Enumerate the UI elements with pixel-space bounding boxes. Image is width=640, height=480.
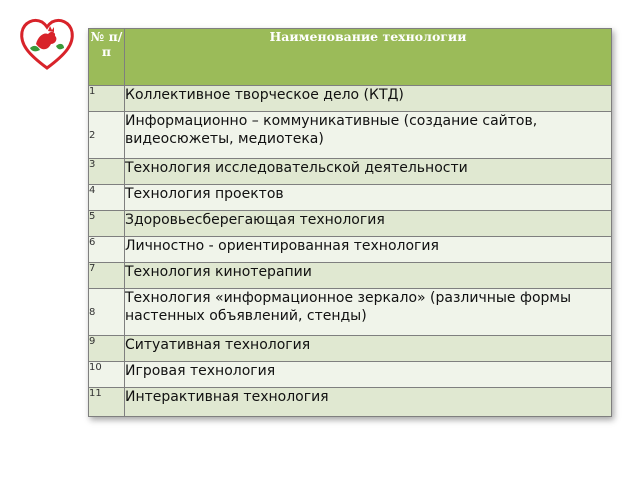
table-row — [89, 237, 612, 263]
row-name: Коллективное творческое дело (КТД) — [125, 86, 612, 112]
row-name: Технология кинотерапии — [125, 263, 612, 289]
table-row — [89, 86, 612, 112]
row-name: Технология проектов — [125, 185, 612, 211]
row-number: 6 — [89, 237, 125, 263]
row-number: 4 — [89, 185, 125, 211]
row-name: Технология «информационное зеркало» (различные формы настенных объявлений, стенды) — [125, 289, 612, 336]
table-row — [89, 211, 612, 237]
row-number: 11 — [89, 388, 125, 417]
table-row — [89, 159, 612, 185]
row-name: Личностно - ориентированная технология — [125, 237, 612, 263]
table-row — [89, 336, 612, 362]
row-number: 5 — [89, 211, 125, 237]
table-row — [89, 289, 612, 336]
row-number: 7 — [89, 263, 125, 289]
rooster-heart-logo-icon — [18, 14, 76, 74]
table-header-row — [89, 29, 612, 86]
header-number: № п/п — [89, 29, 125, 86]
table-row — [89, 112, 612, 159]
row-number: 2 — [89, 112, 125, 159]
row-name: Информационно – коммуникативные (создание сайтов, видеосюжеты, медиотека) — [125, 112, 612, 159]
row-name: Технология исследовательской деятельности — [125, 159, 612, 185]
table-row — [89, 388, 612, 417]
row-number: 9 — [89, 336, 125, 362]
table-row — [89, 362, 612, 388]
row-number: 1 — [89, 86, 125, 112]
header-name: Наименование технологии — [125, 29, 612, 86]
row-number: 3 — [89, 159, 125, 185]
table-row — [89, 185, 612, 211]
row-name: Ситуативная технология — [125, 336, 612, 362]
table-row — [89, 263, 612, 289]
row-number: 8 — [89, 289, 125, 336]
row-name: Интерактивная технология — [125, 388, 612, 417]
school-logo — [18, 14, 76, 74]
row-number: 10 — [89, 362, 125, 388]
row-name: Здоровьесберегающая технология — [125, 211, 612, 237]
technologies-table — [88, 28, 612, 417]
row-name: Игровая технология — [125, 362, 612, 388]
